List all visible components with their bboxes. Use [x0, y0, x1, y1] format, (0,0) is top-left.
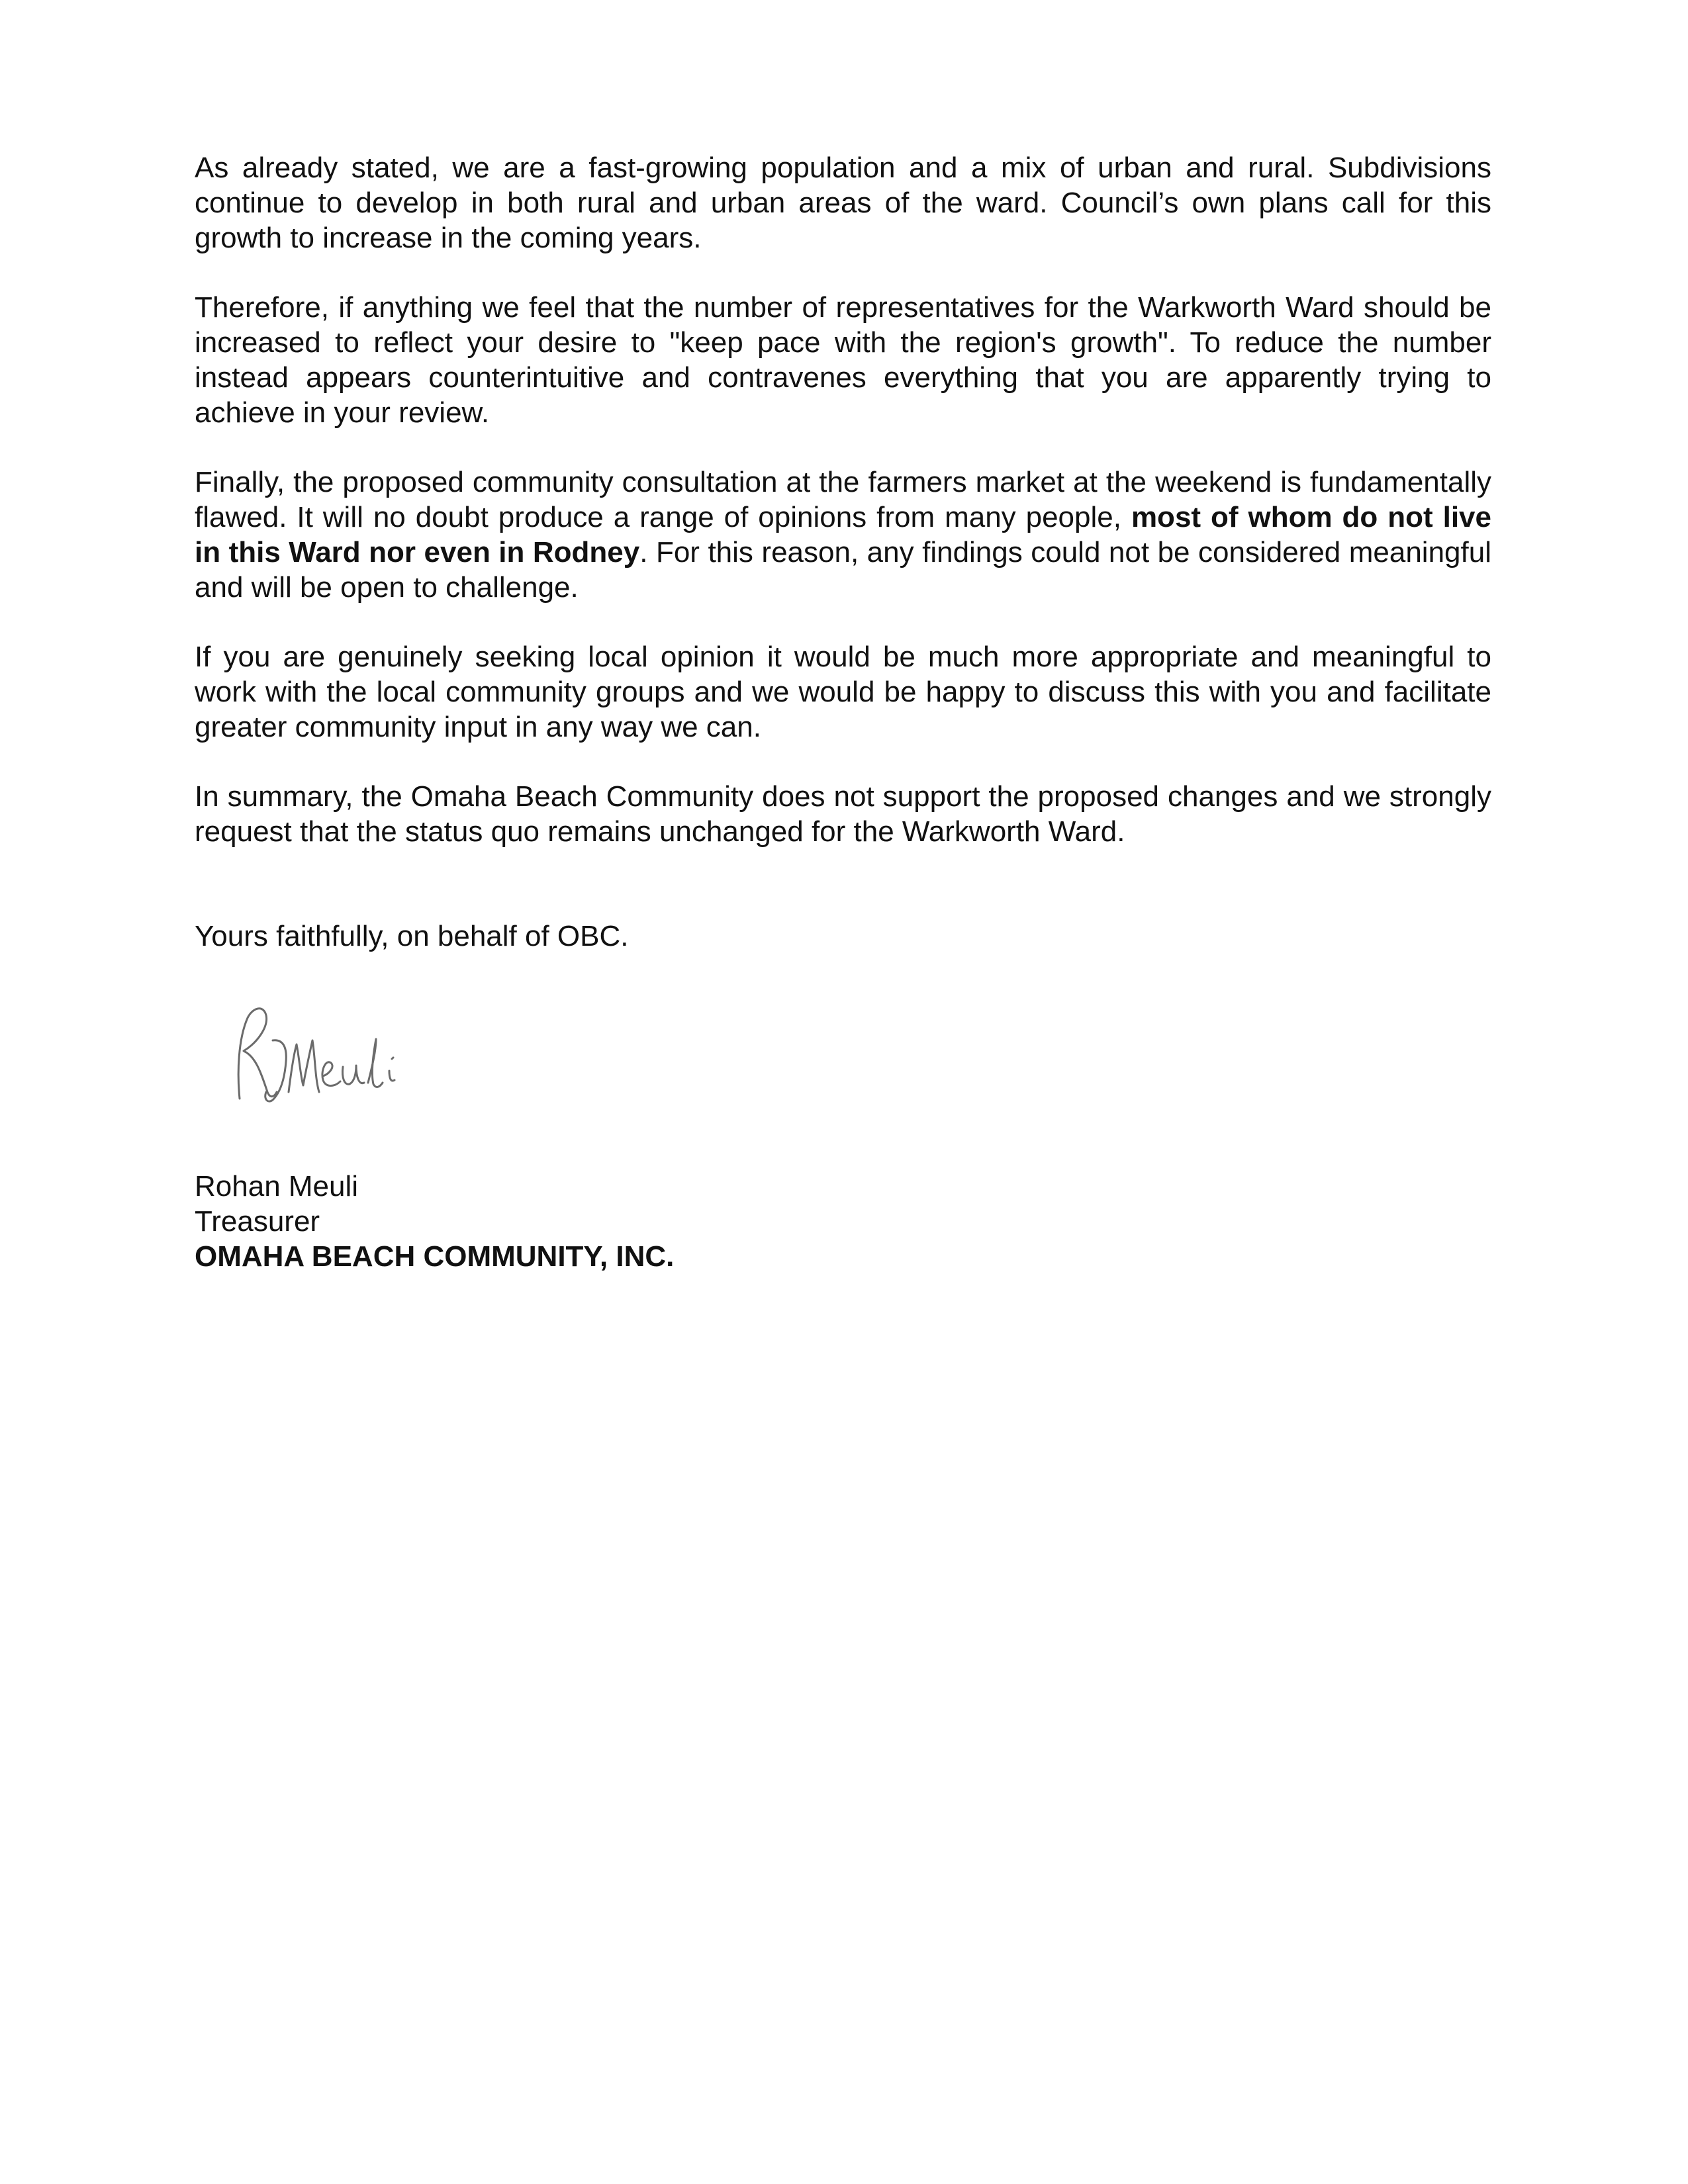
paragraph-consultation-end: . For this reason, any findings could not be considered meaningful and will be open to challenge.	[195, 536, 1491, 604]
closing-line: Yours faithfully, on behalf of OBC.	[195, 920, 629, 952]
letter-body	[195, 150, 1491, 954]
paragraph-consultation-emphasis: most of whom do not live in this Ward nor even in Rodney	[195, 501, 1491, 569]
signer-title: Treasurer	[195, 1205, 320, 1238]
paragraph-summary: In summary, the Omaha Beach Community does not support the proposed changes and we strongly request that the status quo remains unchanged for the Warkworth Ward.	[195, 780, 1491, 848]
paragraph-representatives: Therefore, if anything we feel that the number of representatives for the Warkworth Ward should be increased to reflect your desire to "keep pace with the region's growth". To reduce the number instead appears counterintuitive and contravenes everything that you are apparently trying to achieve in your review.	[195, 291, 1491, 429]
paragraph-consultation-start: Finally, the proposed community consultation at the farmers market at the weekend is fundamentally flawed. It will no doubt produce a range of opinions from many people,	[195, 466, 1491, 533]
signer-organization: OMAHA BEACH COMMUNITY, INC.	[195, 1240, 675, 1273]
paragraph-local-opinion: If you are genuinely seeking local opinion it would be much more appropriate and meaningful to work with the local community groups and we would be happy to discuss this with you and facilitate greater community input in any way we can.	[195, 641, 1491, 743]
signature-block	[195, 1169, 674, 1274]
handwritten-signature	[209, 993, 447, 1125]
signer-name: Rohan Meuli	[195, 1170, 359, 1203]
paragraph-growth: As already stated, we are a fast-growing population and a mix of urban and rural. Subdivisions continue to develop in both rural and urban areas of the ward. Council’s own plans call for this growth to increase in the coming years.	[195, 152, 1491, 254]
paragraph-consultation	[195, 465, 1491, 605]
